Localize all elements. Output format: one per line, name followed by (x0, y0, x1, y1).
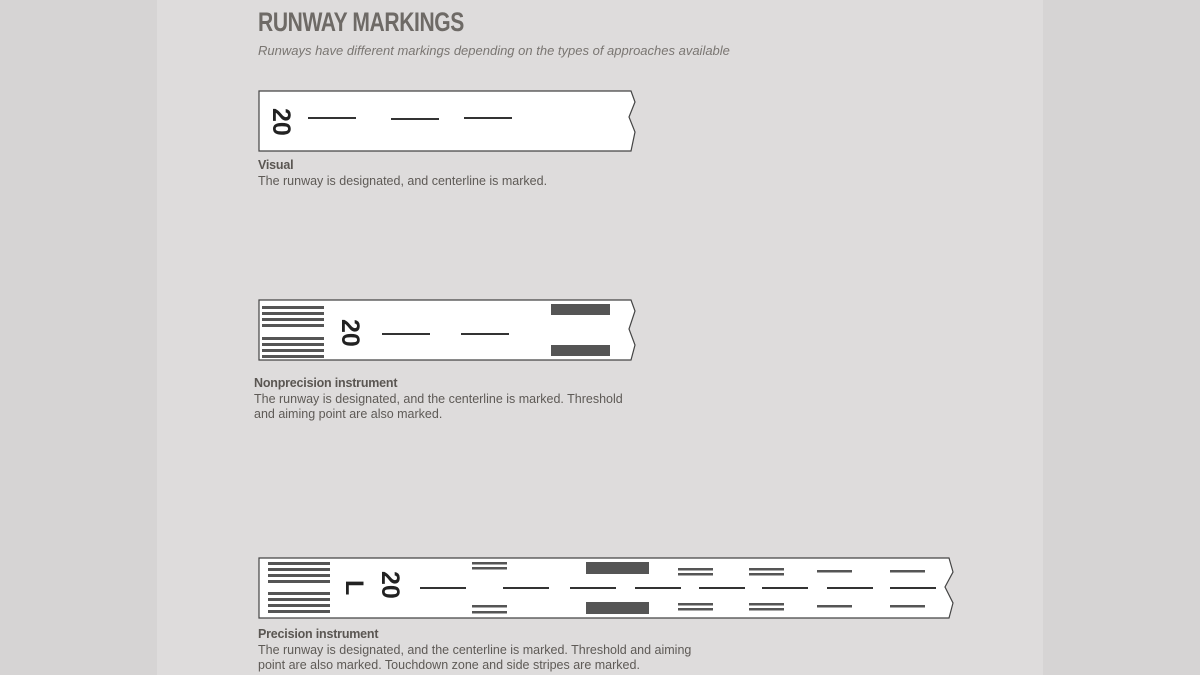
runway-diagram-nonprecision (258, 299, 638, 363)
runway-surface (259, 91, 635, 151)
caption-body: The runway is designated, and the centerline is marked. Threshold and aiming point are also marked. Touchdown zone and side stripes are marked. (258, 642, 692, 672)
caption-title: Precision instrument (258, 627, 379, 641)
caption-body: The runway is designated, and centerline is marked. (258, 173, 548, 188)
caption-body: The runway is designated, and the centerline is marked. Threshold and aiming point are also marked. (254, 391, 623, 421)
runway-designator: 20 (376, 571, 404, 599)
page-title: RUNWAY MARKINGS (258, 7, 464, 37)
caption-precision (258, 627, 691, 674)
runway-side-letter: L (340, 580, 368, 596)
caption-title: Visual (258, 158, 294, 172)
runway-designator: 20 (267, 108, 295, 136)
runway-designator: 20 (336, 319, 364, 347)
page-subtitle: Runways have different markings depending on the types of approaches available (258, 43, 730, 58)
runway-diagram-precision (258, 557, 958, 621)
runway-diagram-visual (258, 90, 638, 154)
caption-title: Nonprecision instrument (254, 376, 398, 390)
caption-nonprecision (254, 376, 623, 423)
caption-visual (258, 158, 547, 189)
